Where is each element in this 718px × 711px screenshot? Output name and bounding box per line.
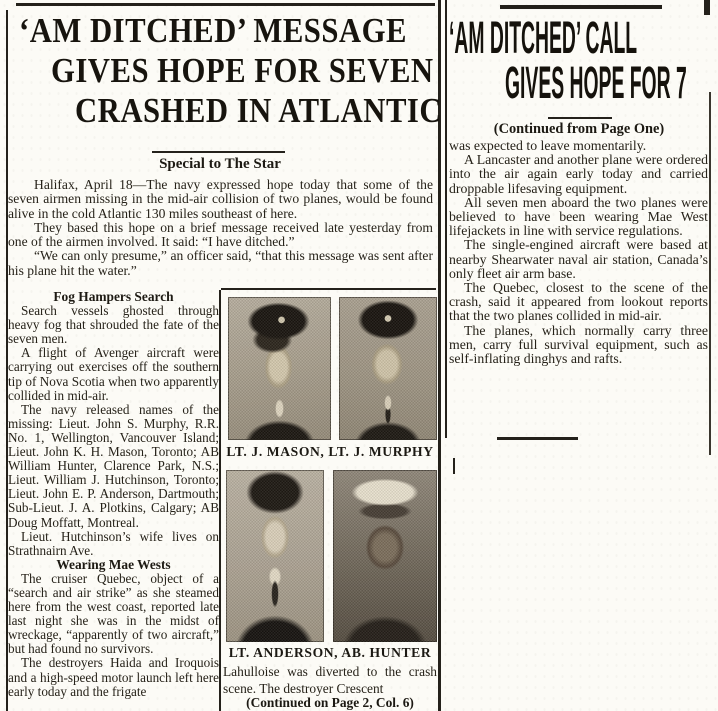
body-paragraph: The single-engined aircraft were based at nearby Shearwater naval air station, Canada’s only fleet air arm base. xyxy=(449,237,708,281)
byline: Special to The Star xyxy=(159,156,281,172)
right-article-closing-rule xyxy=(497,437,578,440)
body-paragraph: was expected to leave momentarily. xyxy=(449,138,647,153)
scan-corner-mark xyxy=(704,0,710,15)
portrait-photo-lt-murphy xyxy=(339,297,437,440)
body-paragraph: The Quebec, closest to the scene of the crash, said it appeared from lookout reports that the two planes collided in mid-air. xyxy=(449,280,708,324)
left-headline-line-1: ‘AM DITCHED’ MESSAGE xyxy=(19,10,407,50)
continuation-paragraph: Lahulloise was diverted to the crash scene. The destroyer Crescent xyxy=(223,664,437,696)
left-text-column xyxy=(8,290,219,699)
right-headline-line-1: ‘AM DITCHED’ CALL xyxy=(449,12,638,63)
left-headline-line-3: CRASHED IN ATLANTIC xyxy=(75,90,443,130)
portrait-photo-lt-anderson xyxy=(226,470,324,642)
photo-block-left-rule xyxy=(219,290,221,711)
photo-caption-bottom: LT. ANDERSON, AB. HUNTER xyxy=(228,645,432,660)
body-paragraph: The destroyers Haida and Iroquois and a high-speed motor launch left here early today and the frigate xyxy=(8,655,219,699)
intro-paragraph: They based this hope on a brief message received late yesterday from one of the airmen involved. It said: “I have ditched.” xyxy=(8,219,433,250)
right-headline-line-2: GIVES HOPE FOR 7 xyxy=(505,57,687,108)
intro-paragraphs xyxy=(8,178,433,278)
right-article-left-border xyxy=(445,0,447,438)
scan-stray-mark xyxy=(453,458,455,474)
portrait-photo-ab-hunter xyxy=(333,470,437,642)
body-paragraph: A flight of Avenger aircraft were carrying out exercises off the southern tip of Nova Scotia when two apparently collided in mid-air. xyxy=(8,345,219,403)
right-text-column xyxy=(449,139,708,366)
portrait-photo-lt-mason xyxy=(228,297,331,440)
left-article-top-rule xyxy=(16,3,435,6)
body-paragraph: The navy released names of the missing: Lieut. John S. Murphy, R.R. No. 1, Wellington, Vancouver Island; Lieut. John K. H. Mason, Toronto; AB William Hunter, Clarence Park, N.S.; Lieut. William J. Hutchinson, Toronto; Lieut. John E. P. Anderson, Dartmouth; Sub-Lieut. J. A. Plotkins, Calgary; AB Doug Moffatt, Montreal. xyxy=(8,401,219,530)
intro-paragraph: “We can only presume,” an officer said, “that this message was sent after his plane hit the water.” xyxy=(8,248,433,278)
continuation-paragraph-wrap xyxy=(223,664,437,697)
section-heading-wearing-mae-wests: Wearing Mae Wests xyxy=(56,556,171,572)
left-headline-line-2: GIVES HOPE FOR SEVEN xyxy=(51,50,434,90)
section-heading-fog-hampers-search: Fog Hampers Search xyxy=(53,289,174,304)
body-paragraph: Lieut. Hutchinson’s wife lives on Strathnairn Ave. xyxy=(8,528,219,558)
continued-from-rule xyxy=(548,117,612,119)
body-paragraph: All seven men aboard the two planes were believed to have been wearing Mae West lifejackets in line with service regulations. xyxy=(449,194,708,239)
body-paragraph: A Lancaster and another plane were ordered into the air again early today and carried droppable lifesaving equipment. xyxy=(449,152,708,196)
body-paragraph: The planes, which normally carry three men, carry full survival equipment, such as self-inflating dinghys and rafts. xyxy=(449,322,708,367)
photo-caption-top: LT. J. MASON, LT. J. MURPHY xyxy=(226,444,434,459)
body-paragraph: The cruiser Quebec, object of a “search and air strike” as she steamed here from the west coast, reported late last night she was in the midst of wreckage, “apparently of two aircraft,” but had found no survivors. xyxy=(8,570,219,657)
continued-on-page-line: (Continued on Page 2, Col. 6) xyxy=(246,695,414,710)
continued-from-line: (Continued from Page One) xyxy=(493,121,665,137)
intro-paragraph: Halifax, April 18—The navy expressed hope today that some of the seven airmen missing in the mid-air collision of two planes, would be found alive in the cold Atlantic 130 miles southeast of here. xyxy=(8,177,433,221)
right-article-right-border xyxy=(709,92,711,455)
byline-rule xyxy=(152,151,285,153)
right-headline-top-rule xyxy=(500,5,662,9)
photo-block-top-rule xyxy=(221,288,436,290)
body-paragraph: Search vessels ghosted through heavy fog that shrouded the fate of the seven men. xyxy=(8,303,219,347)
